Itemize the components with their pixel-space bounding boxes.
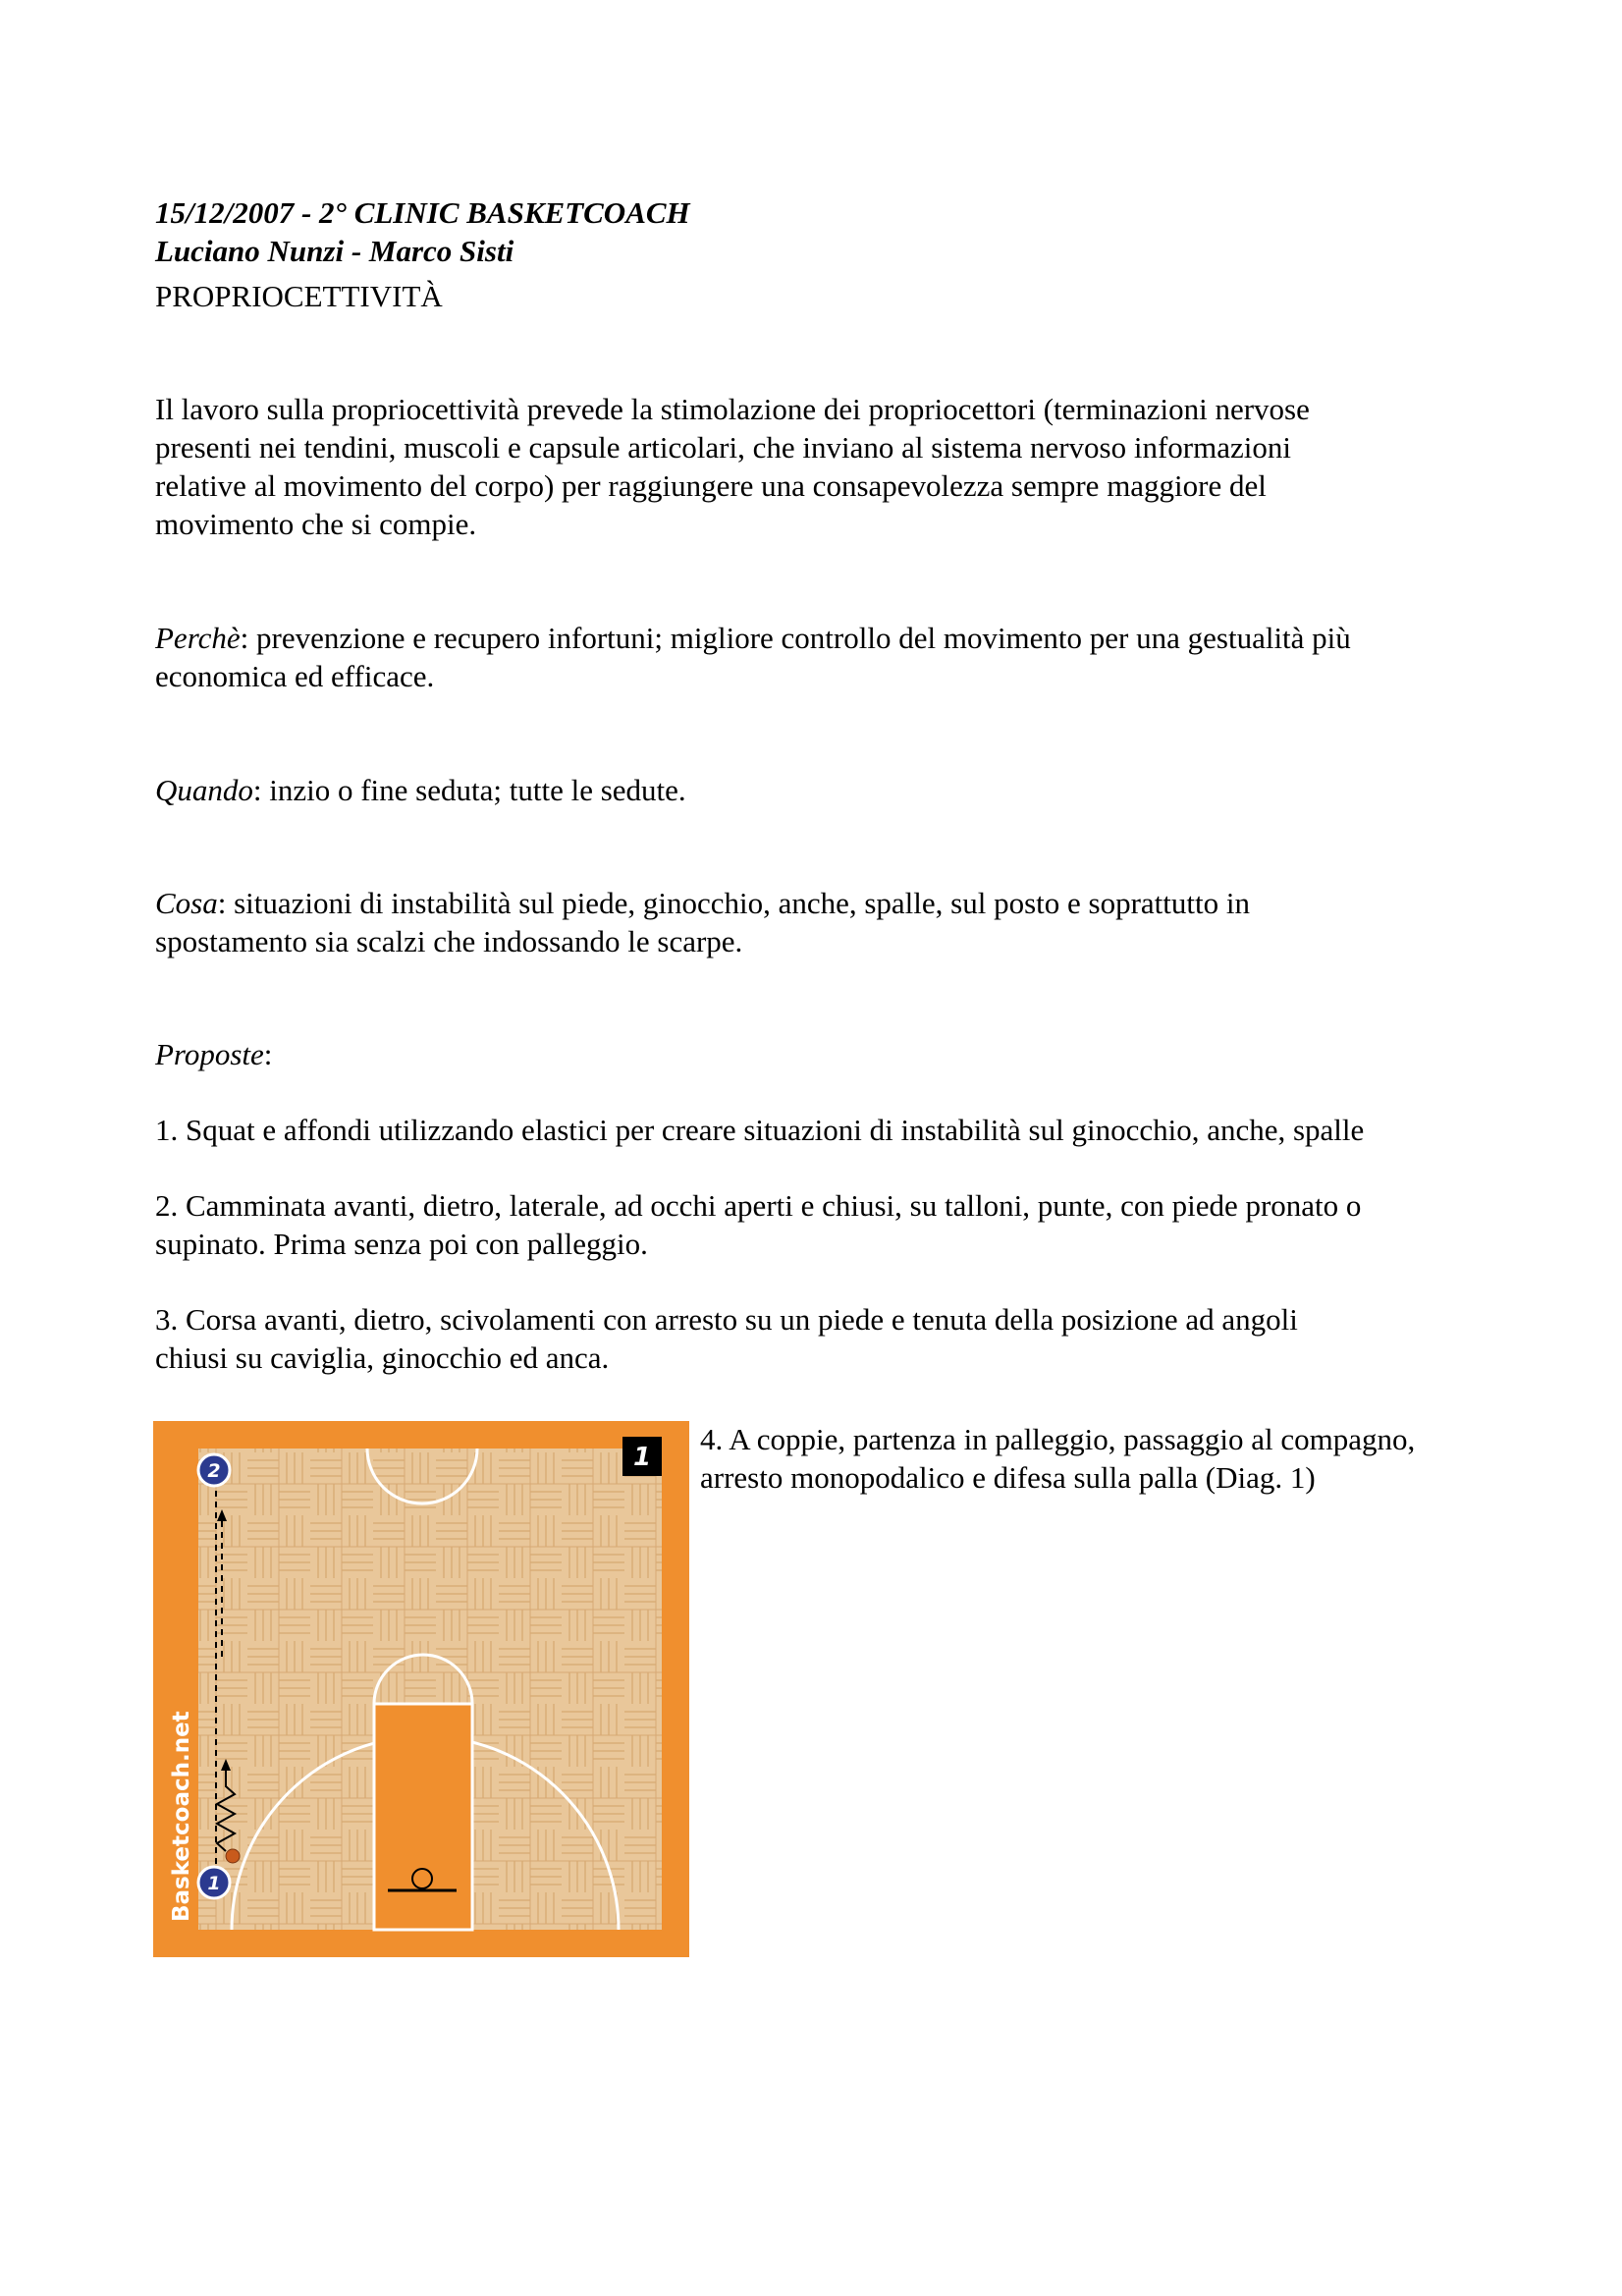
proposte-heading (155, 1035, 272, 1073)
quando-label: Quando (155, 773, 253, 807)
perche-text: : prevenzione e recupero infortuni; migliore controllo del movimento per una gestualità più (240, 621, 1351, 655)
date-title: 15/12/2007 - 2° CLINIC BASKETCOACH (155, 195, 690, 230)
cosa-line-2: spostamento sia scalzi che indossando le scarpe. (155, 924, 743, 958)
perche-line-2: economica ed efficace. (155, 659, 435, 693)
item-4-line-1: 4. A coppie, partenza in palleggio, passaggio al compagno, (700, 1422, 1416, 1456)
intro-line-1: Il lavoro sulla propriocettività prevede la stimolazione dei propriocettori (terminazioni nervose (155, 392, 1310, 426)
watermark-text: Basketcoach.net (169, 1711, 194, 1922)
player-2-label: 2 (207, 1460, 221, 1482)
item-1: 1. Squat e affondi utilizzando elastici per creare situazioni di instabilità sul ginocchio, anche, spalle (155, 1113, 1365, 1147)
quando-line (155, 771, 686, 809)
item-2-line-2: supinato. Prima senza poi con palleggio. (155, 1227, 648, 1261)
authors: Luciano Nunzi - Marco Sisti (155, 234, 514, 268)
cosa-line-1 (155, 884, 1250, 922)
item-4-line-2: arresto monopodalico e difesa sulla palla (Diag. 1) (700, 1460, 1316, 1495)
paint-area (374, 1704, 472, 1930)
player-1-label: 1 (207, 1873, 221, 1894)
item-3-line-2: chiusi su caviglia, ginocchio ed anca. (155, 1340, 610, 1375)
ball (226, 1849, 240, 1863)
proposte-colon: : (263, 1037, 273, 1071)
intro-line-2: presenti nei tendini, muscoli e capsule articolari, che inviano al sistema nervoso informazioni (155, 430, 1291, 465)
player-2 (198, 1454, 230, 1486)
perche-line-1 (155, 619, 1351, 657)
intro-line-3: relative al movimento del corpo) per raggiungere una consapevolezza sempre maggiore del (155, 468, 1267, 503)
topic-title: PROPRIOCETTIVITÀ (155, 279, 443, 313)
player-1 (198, 1867, 230, 1898)
quando-text: : inzio o fine seduta; tutte le sedute. (252, 773, 686, 807)
cosa-label: Cosa (155, 886, 218, 920)
proposte-label: Proposte (155, 1037, 264, 1071)
diagram-number: 1 (632, 1443, 652, 1472)
item-2-line-1: 2. Camminata avanti, dietro, laterale, ad occhi aperti e chiusi, su talloni, punte, con piede pronato o (155, 1188, 1362, 1223)
intro-line-4: movimento che si compie. (155, 507, 477, 541)
court-diagram (153, 1421, 689, 1957)
court-diagram-svg (153, 1421, 689, 1957)
item-3-line-1: 3. Corsa avanti, dietro, scivolamenti con arresto su un piede e tenuta della posizione ad angoli (155, 1302, 1298, 1337)
perche-label: Perchè (155, 621, 241, 655)
cosa-text: : situazioni di instabilità sul piede, ginocchio, anche, spalle, sul posto e soprattutto in (217, 886, 1250, 920)
